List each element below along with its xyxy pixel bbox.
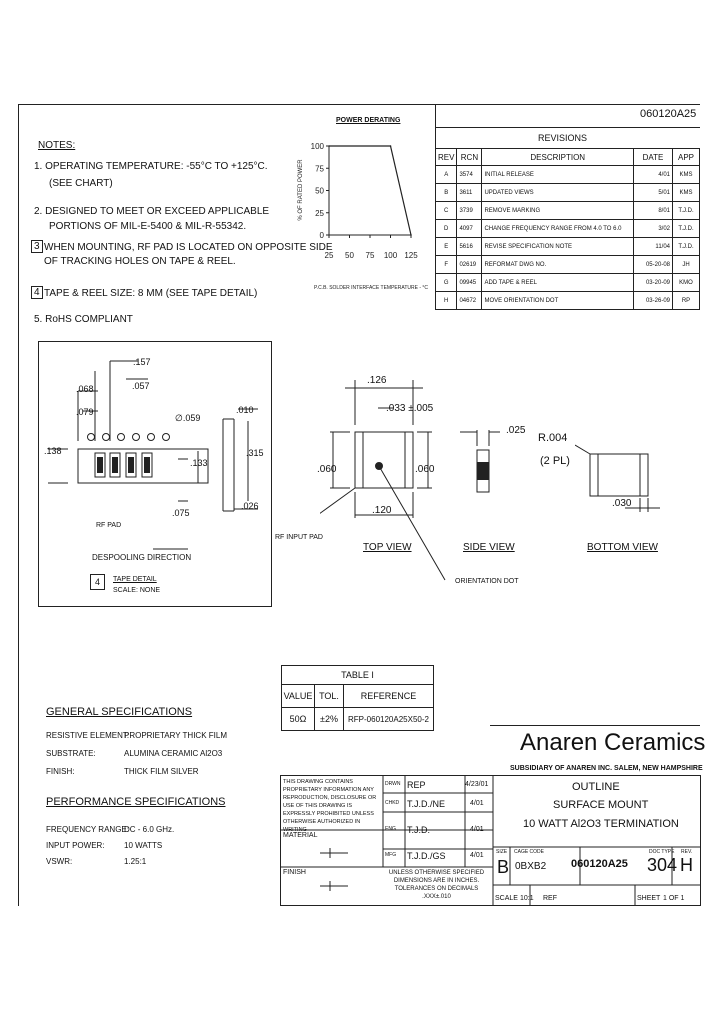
y-tick-label: 0 bbox=[319, 231, 324, 240]
engineer-by: T.J.D. bbox=[407, 825, 431, 835]
company-name: Anaren Ceramics bbox=[520, 729, 706, 756]
bottom-terminal-right bbox=[640, 454, 648, 496]
sprocket-hole bbox=[163, 434, 170, 441]
dim-026: .026 bbox=[241, 501, 259, 511]
side-view-label: SIDE VIEW bbox=[463, 542, 515, 553]
side-view-drawing bbox=[460, 410, 510, 500]
table-1-cell: 50Ω bbox=[282, 708, 315, 731]
header-divider bbox=[435, 104, 436, 148]
app-cell: JH bbox=[673, 256, 700, 274]
chip-terminal-right bbox=[405, 432, 413, 488]
tape-detail-title: TAPE DETAIL bbox=[113, 576, 157, 583]
ref-label: REF bbox=[543, 895, 557, 902]
rcn-cell: 3611 bbox=[457, 184, 482, 202]
general-specs-title: GENERAL SPECIFICATIONS bbox=[46, 706, 193, 718]
table-row bbox=[436, 292, 700, 310]
drawing-title-1: OUTLINE bbox=[572, 781, 620, 793]
description-cell: UPDATED VIEWS bbox=[482, 184, 634, 202]
table-1-cell: RFP-060120A25X50-2 bbox=[344, 708, 434, 731]
chip-bottom bbox=[590, 454, 648, 496]
rcn-cell: 02619 bbox=[457, 256, 482, 274]
dim-057: .057 bbox=[132, 381, 150, 391]
note-4-number: 4 bbox=[31, 286, 43, 299]
date-header: DATE bbox=[634, 149, 673, 166]
note-4: TAPE & REEL SIZE: 8 MM (SEE TAPE DETAIL) bbox=[44, 288, 258, 299]
sprocket-hole bbox=[148, 434, 155, 441]
note-3-number: 3 bbox=[31, 240, 43, 253]
date-cell: 11/04 bbox=[634, 238, 673, 256]
dim-079: .079 bbox=[76, 407, 94, 417]
x-axis-label: P.C.B. SOLDER INTERFACE TEMPERATURE - °C bbox=[314, 285, 428, 291]
doc-type-value: 304 bbox=[647, 855, 678, 875]
tape-detail-scale: SCALE: NONE bbox=[113, 587, 161, 594]
drawn-date: 4/23/01 bbox=[465, 781, 489, 788]
description-header: DESCRIPTION bbox=[482, 149, 634, 166]
rev-header: REV bbox=[436, 149, 457, 166]
top-view-label: TOP VIEW bbox=[363, 542, 412, 553]
x-tick-label: 125 bbox=[404, 251, 418, 260]
rcn-header: RCN bbox=[457, 149, 482, 166]
performance-spec-value: 1.25:1 bbox=[124, 857, 147, 866]
date-cell: 03-26-09 bbox=[634, 292, 673, 310]
rf-input-pad-label: RF INPUT PAD bbox=[275, 534, 323, 541]
table-1-cell: ±2% bbox=[315, 708, 344, 731]
date-cell: 4/01 bbox=[634, 166, 673, 184]
x-tick-label: 100 bbox=[383, 251, 398, 260]
cage-code-value: 0BXB2 bbox=[515, 861, 547, 872]
performance-spec-value: 10 WATTS bbox=[124, 841, 163, 850]
power-derating-chart bbox=[290, 130, 430, 295]
date-cell: 5/01 bbox=[634, 184, 673, 202]
general-spec-label: SUBSTRATE: bbox=[46, 749, 96, 758]
chart-title: POWER DERATING bbox=[336, 117, 401, 124]
rev-cell: C bbox=[436, 202, 457, 220]
y-tick-label: 50 bbox=[315, 186, 324, 196]
dim-133: .133 bbox=[190, 458, 208, 468]
y-tick-label: 25 bbox=[315, 208, 324, 218]
note-2b: PORTIONS OF MIL-E-5400 & MIL-R-55342. bbox=[49, 221, 247, 232]
table-row bbox=[436, 274, 700, 292]
table-1-header: TOL. bbox=[315, 685, 344, 708]
rcn-cell: 09945 bbox=[457, 274, 482, 292]
drawing-title-2: SURFACE MOUNT bbox=[553, 799, 649, 811]
scale-value: 10:1 bbox=[520, 895, 534, 902]
general-spec-value: ALUMINA CERAMIC Al2O3 bbox=[124, 749, 223, 758]
checked-by: T.J.D./NE bbox=[407, 799, 446, 809]
sprocket-hole bbox=[103, 434, 110, 441]
checked-date: 4/01 bbox=[470, 800, 484, 807]
tape-component bbox=[144, 457, 150, 473]
top-view-right-dim: .060 bbox=[415, 464, 435, 475]
dim-315: .315 bbox=[246, 448, 264, 458]
table-1 bbox=[281, 665, 434, 731]
rcn-cell: 3574 bbox=[457, 166, 482, 184]
app-cell: RP bbox=[673, 292, 700, 310]
bottom-view-radius: R.004 bbox=[538, 432, 568, 444]
table-row bbox=[436, 202, 700, 220]
description-cell: INITIAL RELEASE bbox=[482, 166, 634, 184]
dim-010: .010 bbox=[236, 405, 254, 415]
notes-title: NOTES: bbox=[38, 140, 76, 151]
rcn-cell: 3739 bbox=[457, 202, 482, 220]
sprocket-hole bbox=[133, 434, 140, 441]
data-point bbox=[410, 234, 412, 236]
left-border-line bbox=[18, 104, 19, 906]
drawn-label: DRWN bbox=[385, 781, 401, 787]
date-cell: 3/02 bbox=[634, 220, 673, 238]
date-cell: 8/01 bbox=[634, 202, 673, 220]
description-cell: REMOVE MARKING bbox=[482, 202, 634, 220]
tape-detail-drawing bbox=[38, 341, 272, 607]
x-tick-label: 50 bbox=[345, 251, 354, 260]
proprietary-notice: THIS DRAWING CONTAINS PROPRIETARY INFORMATION ANY REPRODUCTION, DISCLOSURE OR USE OF THIS DRAWING IS EXPRESSLY PROHIBITED UNLESS OTHERWISE AUTHORIZED IN WRITING bbox=[283, 779, 377, 833]
revision-value: H bbox=[680, 855, 693, 875]
sprocket-hole bbox=[118, 434, 125, 441]
performance-spec-label: FREQUENCY RANGE: bbox=[46, 825, 129, 834]
rev-cell: H bbox=[436, 292, 457, 310]
general-spec-value: PROPRIETARY THICK FILM bbox=[124, 731, 227, 740]
revision-label: REV. bbox=[681, 849, 693, 855]
rev-cell: G bbox=[436, 274, 457, 292]
size-label: SIZE bbox=[496, 849, 508, 855]
table-row bbox=[436, 220, 700, 238]
sprocket-hole bbox=[88, 434, 95, 441]
rev-cell: E bbox=[436, 238, 457, 256]
y-tick-label: 100 bbox=[310, 142, 324, 151]
table-row bbox=[436, 166, 700, 184]
x-tick-label: 25 bbox=[324, 251, 334, 260]
rcn-cell: 04672 bbox=[457, 292, 482, 310]
tape-component bbox=[97, 457, 103, 473]
data-point bbox=[328, 145, 330, 147]
description-cell: REFORMAT DWG NO. bbox=[482, 256, 634, 274]
table-row bbox=[282, 708, 434, 731]
rcn-cell: 5616 bbox=[457, 238, 482, 256]
mfg-label: MFG bbox=[385, 852, 397, 858]
dimension-lines bbox=[460, 430, 500, 446]
y-axis-label: % OF RATED POWER bbox=[298, 159, 304, 221]
drawn-by: REP bbox=[407, 780, 426, 790]
dim-hole-059: ∅.059 bbox=[175, 413, 201, 423]
table-1-title: TABLE I bbox=[282, 666, 434, 685]
size-value: B bbox=[497, 857, 510, 877]
app-cell: T.J.D. bbox=[673, 238, 700, 256]
bottom-view-dim: .030 bbox=[612, 498, 632, 509]
rev-cell: B bbox=[436, 184, 457, 202]
table-row bbox=[436, 184, 700, 202]
rev-cell: D bbox=[436, 220, 457, 238]
top-border-line bbox=[18, 104, 700, 105]
bottom-view-label: BOTTOM VIEW bbox=[587, 542, 658, 553]
general-spec-value: THICK FILM SILVER bbox=[124, 767, 199, 776]
checked-label: CHKD bbox=[385, 800, 400, 806]
app-cell: T.J.D. bbox=[673, 220, 700, 238]
side-terminal bbox=[477, 462, 489, 480]
performance-specs-title: PERFORMANCE SPECIFICATIONS bbox=[46, 796, 226, 808]
revisions-table bbox=[435, 148, 700, 310]
tape-detail-number: 4 bbox=[90, 574, 105, 590]
dim-075: .075 bbox=[172, 508, 190, 518]
performance-spec-value: DC - 6.0 GHz. bbox=[124, 825, 175, 834]
y-tick-label: 75 bbox=[315, 164, 324, 174]
general-spec-label: FINISH: bbox=[46, 767, 75, 776]
top-view-bottom-dim: .120 bbox=[372, 505, 392, 516]
drawing-number: 060120A25 bbox=[571, 858, 628, 870]
material-label: MATERIAL bbox=[283, 832, 318, 839]
description-cell: ADD TAPE & REEL bbox=[482, 274, 634, 292]
general-spec-label: RESISTIVE ELEMENT: bbox=[46, 731, 130, 740]
table-1-header: VALUE bbox=[282, 685, 315, 708]
rev-cell: A bbox=[436, 166, 457, 184]
cage-code-label: CAGE CODE bbox=[514, 849, 545, 855]
rcn-cell: 4097 bbox=[457, 220, 482, 238]
x-tick-label: 75 bbox=[365, 251, 375, 260]
side-view-thickness: .025 bbox=[506, 425, 526, 436]
tape-component bbox=[112, 457, 118, 473]
performance-spec-label: VSWR: bbox=[46, 857, 73, 866]
engineer-date: 4/01 bbox=[470, 826, 484, 833]
chip-top bbox=[355, 432, 413, 488]
mfg-by: T.J.D./GS bbox=[407, 851, 446, 861]
tape-component bbox=[128, 457, 134, 473]
orientation-dot bbox=[375, 462, 383, 470]
rf-pad-label: RF PAD bbox=[96, 522, 122, 529]
note-2: 2. DESIGNED TO MEET OR EXCEED APPLICABLE bbox=[34, 206, 270, 217]
despooling-direction: DESPOOLING DIRECTION bbox=[92, 553, 192, 562]
top-view-width: .126 bbox=[367, 375, 387, 386]
sheet-value: 1 OF 1 bbox=[663, 895, 685, 902]
table-row bbox=[436, 256, 700, 274]
app-cell: T.J.D. bbox=[673, 202, 700, 220]
dim-157: .157 bbox=[133, 357, 151, 367]
dim-068: .068 bbox=[76, 384, 94, 394]
derating-line bbox=[329, 146, 411, 235]
note-3b: OF TRACKING HOLES ON TAPE & REEL. bbox=[44, 256, 236, 267]
date-cell: 05-20-08 bbox=[634, 256, 673, 274]
header-line bbox=[435, 127, 700, 128]
app-cell: KMO bbox=[673, 274, 700, 292]
dim-138: .138 bbox=[44, 446, 62, 456]
title-block-line bbox=[490, 725, 700, 726]
description-cell: REVISE SPECIFICATION NOTE bbox=[482, 238, 634, 256]
bottom-terminal-left bbox=[590, 454, 598, 496]
mfg-date: 4/01 bbox=[470, 852, 484, 859]
finish-label: FINISH bbox=[283, 869, 306, 876]
app-header: APP bbox=[673, 149, 700, 166]
performance-spec-label: INPUT POWER: bbox=[46, 841, 105, 850]
sheet-label: SHEET bbox=[637, 895, 661, 902]
revisions-title: REVISIONS bbox=[538, 133, 588, 143]
note-3: WHEN MOUNTING, RF PAD IS LOCATED ON OPPOSITE SIDE bbox=[44, 242, 333, 253]
app-cell: KMS bbox=[673, 166, 700, 184]
app-cell: KMS bbox=[673, 184, 700, 202]
description-cell: CHANGE FREQUENCY RANGE FROM 4.0 TO 6.0 bbox=[482, 220, 634, 238]
note-5: 5. RoHS COMPLIANT bbox=[34, 314, 133, 325]
bottom-view-radius-count: (2 PL) bbox=[540, 455, 570, 467]
drawing-title-3: 10 WATT Al2O3 TERMINATION bbox=[523, 818, 679, 830]
table-1-header: REFERENCE bbox=[344, 685, 434, 708]
scale-label: SCALE bbox=[495, 895, 518, 902]
company-subsidiary: SUBSIDIARY OF ANAREN INC. SALEM, NEW HAMPSHIRE bbox=[510, 765, 703, 772]
part-number-header: 060120A25 bbox=[640, 108, 697, 120]
description-cell: MOVE ORIENTATION DOT bbox=[482, 292, 634, 310]
rev-cell: F bbox=[436, 256, 457, 274]
date-cell: 03-20-09 bbox=[634, 274, 673, 292]
chip-terminal-left bbox=[355, 432, 363, 488]
top-view-left-dim: .060 bbox=[317, 464, 337, 475]
top-view-gap: .033 ±.005 bbox=[386, 403, 434, 414]
orientation-dot-label: ORIENTATION DOT bbox=[455, 578, 519, 585]
data-point bbox=[390, 145, 392, 147]
tolerance-note: UNLESS OTHERWISE SPECIFIED DIMENSIONS ARE IN INCHES. TOLERANCES ON DECIMALS .XXX±.010 bbox=[388, 870, 485, 900]
tape-side-view bbox=[223, 419, 234, 511]
note-1: 1. OPERATING TEMPERATURE: -55°C TO +125°C. bbox=[34, 161, 268, 172]
engineer-label: ENG bbox=[385, 826, 396, 832]
note-1b: (SEE CHART) bbox=[49, 178, 113, 189]
doc-type-label: DOC TYPE bbox=[649, 849, 675, 855]
table-row bbox=[436, 238, 700, 256]
